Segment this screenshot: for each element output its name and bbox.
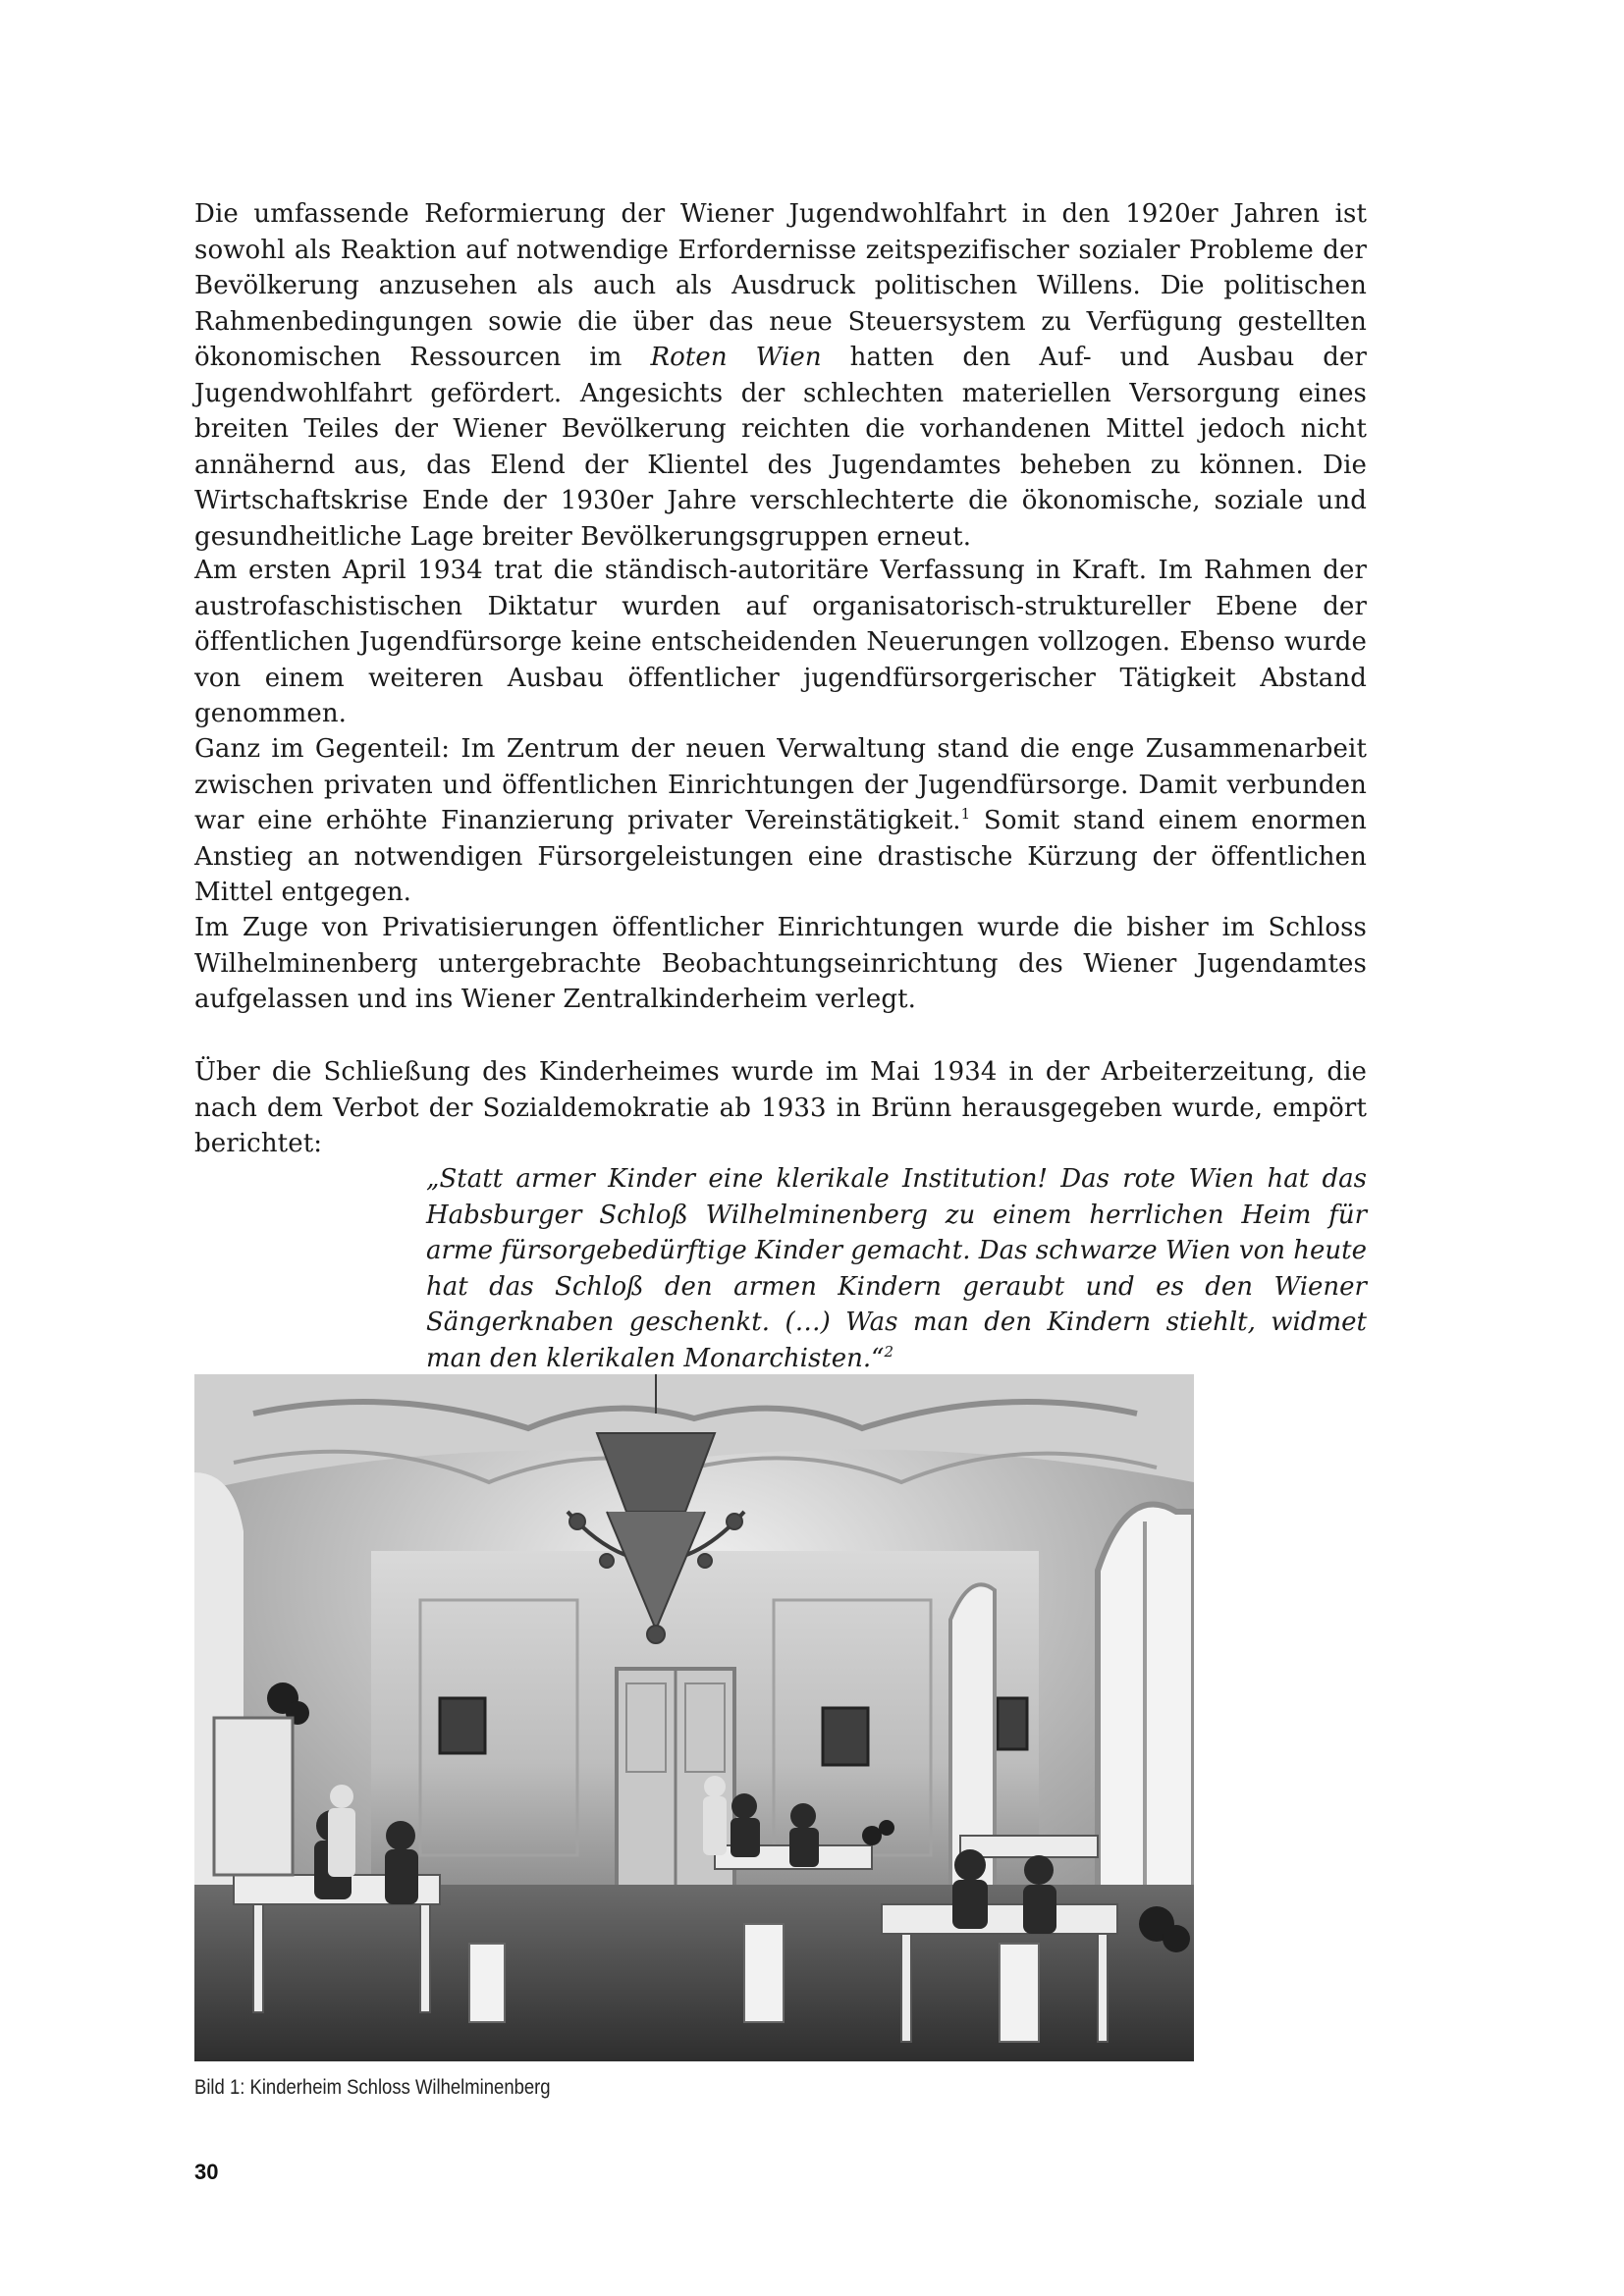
paragraph-3: [194, 731, 1367, 911]
footnote-marker-1: 1: [960, 805, 971, 823]
paragraph-5-text: Über die Schließung des Kinderheimes wurde im Mai 1934 in der Arbeiterzeitung, die nach dem Verbot der Sozialdemokratie ab 1933 in Brünn herausgegeben wurde, empört berichtet:: [194, 1057, 1367, 1158]
block-quote-text: „Statt armer Kinder eine klerikale Institution! Das rote Wien hat das Habsburger Schloß Wilhelminenberg zu einem herrlichen Heim für arme fürsorgebedürftige Kinder gemacht. Das schwarze Wien von heute hat das Schloß den armen Kindern geraubt und es den Wiener Sängerknaben geschenkt. (…) Was man den Kindern stiehlt, widmet man den klerikalen Monarchisten.“: [426, 1164, 1367, 1373]
photo-illustration: [194, 1374, 1194, 2061]
paragraph-3-text-b: Somit stand einem enormen Anstieg an notwendigen Fürsorgeleistungen eine drastische Kürzung der öffentlichen Mittel entgegen.: [194, 806, 1367, 907]
paragraph-3-text-a: Ganz im Gegenteil: Im Zentrum der neuen Verwaltung stand die enge Zusammenarbeit zwischen privaten und öffentlichen Einrichtungen der Jugendfürsorge. Damit verbunden war eine erhöhte Finanzierung privater Vereinstätigkeit.: [194, 734, 1367, 835]
block-quote: [426, 1161, 1367, 1376]
paragraph-2: [194, 553, 1367, 732]
paragraph-1-italic: Roten Wien: [650, 343, 822, 372]
paragraph-1-text-b: hatten den Auf- und Ausbau der Jugendwohlfahrt gefördert. Angesichts der schlechten materiellen Versorgung eines breiten Teiles der Wiener Bevölkerung reichten die vorhandenen Mittel jedoch nicht annähernd aus, das Elend der Klientel des Jugendamtes beheben zu können. Die Wirtschaftskrise Ende der 1930er Jahre verschlechterte die ökonomische, soziale und gesundheitliche Lage breiter Bevölkerungsgruppen erneut.: [194, 343, 1368, 552]
paragraph-5: [194, 1054, 1367, 1162]
page-number: 30: [194, 2160, 219, 2184]
figure-caption: Bild 1: Kinderheim Schloss Wilhelminenberg: [194, 2076, 551, 2099]
footnote-marker-2: 2: [884, 1342, 893, 1361]
paragraph-1: [194, 196, 1367, 555]
paragraph-4-text: Im Zuge von Privatisierungen öffentlicher Einrichtungen wurde die bisher im Schloss Wilhelminenberg untergebrachte Beobachtungseinrichtung des Wiener Jugendamtes aufgelassen und ins Wiener Zentralkinderheim verlegt.: [194, 913, 1367, 1014]
paragraph-2-text: Am ersten April 1934 trat die ständisch-autoritäre Verfassung in Kraft. Im Rahmen der austrofaschistischen Diktatur wurden auf organisatorisch-struktureller Ebene der öffentlichen Jugendfürsorge keine entscheidenden Neuerungen vollzogen. Ebenso wurde von einem weiteren Ausbau öffentlicher jugendfürsorgerischer Tätigkeit Abstand genommen.: [194, 556, 1367, 728]
photo-kinderheim: [194, 1374, 1194, 2061]
paragraph-4: [194, 910, 1367, 1018]
paragraph-1-text-a: Die umfassende Reformierung der Wiener Jugendwohlfahrt in den 1920er Jahren ist sowohl als Reaktion auf notwendige Erfordernisse zeitspezifischer sozialer Probleme der Bevölkerung anzusehen als auch als Ausdruck politischen Willens. Die politischen Rahmenbedingungen sowie die über das neue Steuersystem zu Verfügung gestellten ökonomischen Ressourcen im: [194, 199, 1367, 372]
